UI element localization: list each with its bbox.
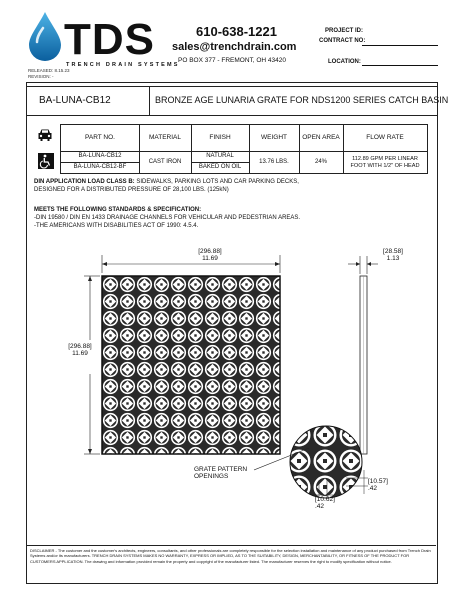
thickness-in: 1.13 — [386, 255, 400, 263]
opening-a-dimension — [368, 478, 402, 492]
height-dimension — [60, 343, 100, 357]
table-header-weight: WEIGHT — [261, 134, 287, 142]
table-col-divider — [343, 125, 344, 173]
location-line — [362, 65, 438, 66]
car-icon — [37, 128, 53, 142]
thickness-mm: [28.58] — [383, 248, 403, 255]
table-cell-open-area: 24% — [314, 158, 327, 165]
grate-drawing — [26, 240, 436, 545]
disclaimer-divider — [26, 545, 436, 546]
table-cell-part-no-1: BA-LUNA-CB12 — [78, 153, 122, 160]
table-header-flow-rate: FLOW RATE — [366, 134, 404, 142]
height-in: 11.69 — [72, 350, 88, 358]
contract-no-line — [362, 45, 438, 46]
address: PO BOX 377 - FREMONT, OH 43420 — [178, 57, 287, 64]
opening-b-mm: [10.62] — [315, 496, 335, 503]
table-header-material: MATERIAL — [148, 134, 182, 142]
product-description: BRONZE AGE LUNARIA GRATE FOR NDS1200 SERIES CATCH BASIN — [155, 95, 449, 105]
table-cell-material: CAST IRON — [148, 158, 182, 165]
logo-subtitle: TRENCH DRAIN SYSTEMS — [66, 62, 180, 68]
logo-text: TDS — [64, 15, 155, 64]
table-cell-finish-2: BAKED ON OIL — [198, 164, 242, 171]
title-divider — [149, 87, 150, 115]
width-in: 11.69 — [202, 255, 218, 263]
contract-no-label: CONTRACT NO: — [319, 38, 366, 44]
grate-pattern-callout — [194, 466, 264, 480]
spec-table — [60, 124, 428, 174]
thickness-dimension — [376, 248, 410, 262]
load-class-label: DIN APPLICATION LOAD CLASS B: — [34, 179, 135, 185]
disclaimer: DISCLAIMER - The customer and the customer's architects, engineers, consultants, and other professionals are completely responsible for the selection installation and maintenance of any product purchased from Trench Drain Systems and/or its manufacturers. TRENCH DRAIN SYSTEMS MAKES NO WARRANTY, EXPRESS OR IMPLIED, AS TO THE SUITABILITY, DESIGN, MERCHANTABILITY, OR FITNESS OF THE PRODUCT FOR CUSTOMERS APPLICATION. The drawing and information provided remain the property and copyright of the manufacturer listed. The manufacturer reserves the right to modify specification without notice. — [30, 548, 431, 564]
opening-b-dimension — [315, 496, 349, 510]
standards-heading: MEETS THE FOLLOWING STANDARDS & SPECIFICATION: — [34, 207, 202, 213]
opening-a-in: .42 — [368, 485, 378, 493]
standards-item-2: -THE AMERICANS WITH DISABILITIES ACT OF 1990: 4.5.4. — [34, 223, 199, 230]
table-cell-flow-rate: 112.89 GPM PER LINEAR FOOT WITH 1/2" OF HEAD — [350, 155, 420, 169]
width-dimension — [180, 248, 240, 262]
callout-line-1: GRATE PATTERN — [194, 466, 248, 473]
table-header-finish: FINISH — [209, 134, 231, 142]
wheelchair-icon — [38, 153, 54, 169]
title-row — [26, 86, 449, 116]
revision: REVISION: - — [28, 74, 54, 79]
water-drop-icon — [28, 12, 62, 62]
opening-b-in: .42 — [315, 503, 325, 511]
table-header-open-area: OPEN AREA — [302, 134, 340, 142]
table-header-part-no: PART NO. — [85, 134, 115, 142]
project-id-label: PROJECT ID: — [325, 28, 364, 34]
opening-a-mm: [10.57] — [368, 478, 388, 485]
location-label: LOCATION: — [328, 59, 361, 65]
callout-line-2: OPENINGS — [194, 473, 229, 481]
standards-item-1: -DIN 19580 / DIN EN 1433 DRAINAGE CHANNELS FOR VEHICULAR AND PEDESTRIAN AREAS. — [34, 215, 301, 222]
load-class-block — [34, 178, 429, 194]
released-date: RELEASED: 8.15.23 — [28, 68, 70, 73]
load-class-text-1: SIDEWALKS, PARKING LOTS AND CAR PARKING DECKS, — [134, 179, 299, 185]
width-mm: [296.88] — [198, 248, 222, 255]
email-address: sales@trenchdrain.com — [172, 41, 297, 53]
height-mm: [296.88] — [68, 343, 92, 350]
standards-block — [34, 206, 429, 230]
header — [0, 0, 463, 80]
table-cell-part-no-2: BA-LUNA-CB12-BF — [73, 164, 127, 171]
table-cell-finish-1: NATURAL — [206, 153, 234, 160]
table-cell-weight: 13.76 LBS. — [259, 158, 289, 165]
load-class-text-2: DESIGNED FOR A DISTRIBUTED PRESSURE OF 28,100 LBS. (125kN) — [34, 187, 229, 194]
part-code: BA-LUNA-CB12 — [39, 95, 111, 106]
phone-number: 610-638-1221 — [196, 24, 277, 39]
